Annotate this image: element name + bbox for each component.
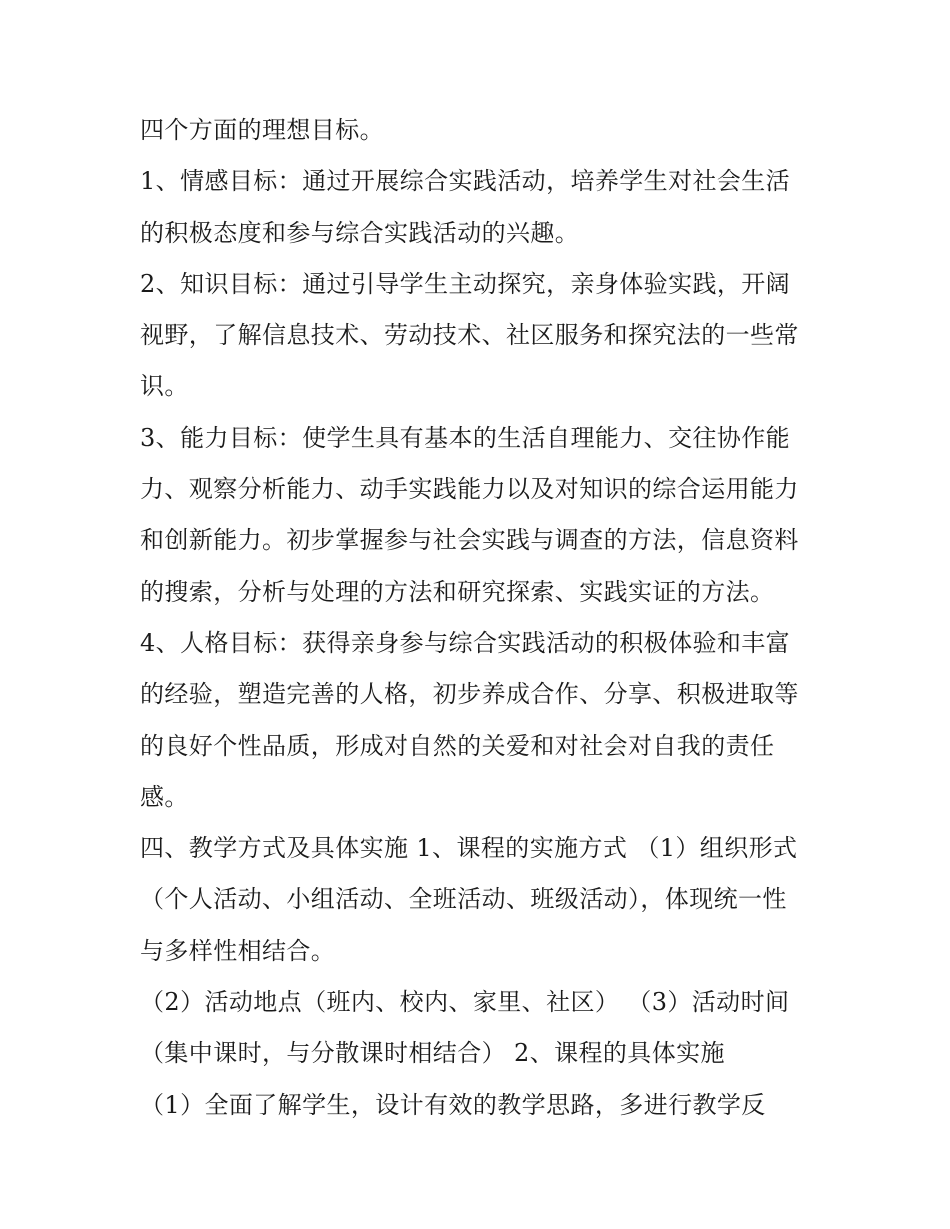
text-line: 视野，了解信息技术、劳动技术、社区服务和探究法的一些常 (140, 321, 799, 350)
text-line: 2、知识目标：通过引导学生主动探究，亲身体验实践，开阔 (140, 269, 791, 298)
text-line: 4、人格目标：获得亲身参与综合实践活动的积极体验和丰富 (140, 628, 791, 657)
text-line: 的积极态度和参与综合实践活动的兴趣。 (140, 218, 580, 247)
text-line: 的经验，塑造完善的人格，初步养成合作、分享、积极进取等 (140, 680, 799, 709)
text-line: 与多样性相结合。 (140, 936, 336, 965)
text-line: 3、能力目标：使学生具有基本的生活自理能力、交往协作能 (140, 423, 791, 452)
text-line: 1、情感目标：通过开展综合实践活动，培养学生对社会生活 (140, 167, 791, 196)
text-line: 和创新能力。初步掌握参与社会实践与调查的方法，信息资料 (140, 526, 799, 555)
text-line: 四个方面的理想目标。 (140, 116, 384, 144)
body-text (140, 105, 820, 1131)
text-line: 四、教学方式及具体实施 1、课程的实施方式 （1）组织形式 (140, 834, 798, 863)
text-line: （个人活动、小组活动、全班活动、班级活动），体现统一性 (140, 885, 787, 914)
text-line: （2）活动地点（班内、校内、家里、社区） （3）活动时间 (140, 988, 790, 1017)
text-line: 感。 (140, 782, 189, 811)
text-line: 力、观察分析能力、动手实践能力以及对知识的综合运用能力 (140, 475, 799, 504)
text-line: 识。 (140, 372, 189, 401)
text-line: （1）全面了解学生，设计有效的教学思路，多进行教学反 (140, 1090, 766, 1119)
text-line: 的良好个性品质，形成对自然的关爱和对社会对自我的责任 (140, 731, 775, 760)
text-line: （集中课时，与分散课时相结合） 2、课程的具体实施 (140, 1039, 725, 1068)
text-line: 的搜索，分析与处理的方法和研究探索、实践实证的方法。 (140, 577, 775, 606)
